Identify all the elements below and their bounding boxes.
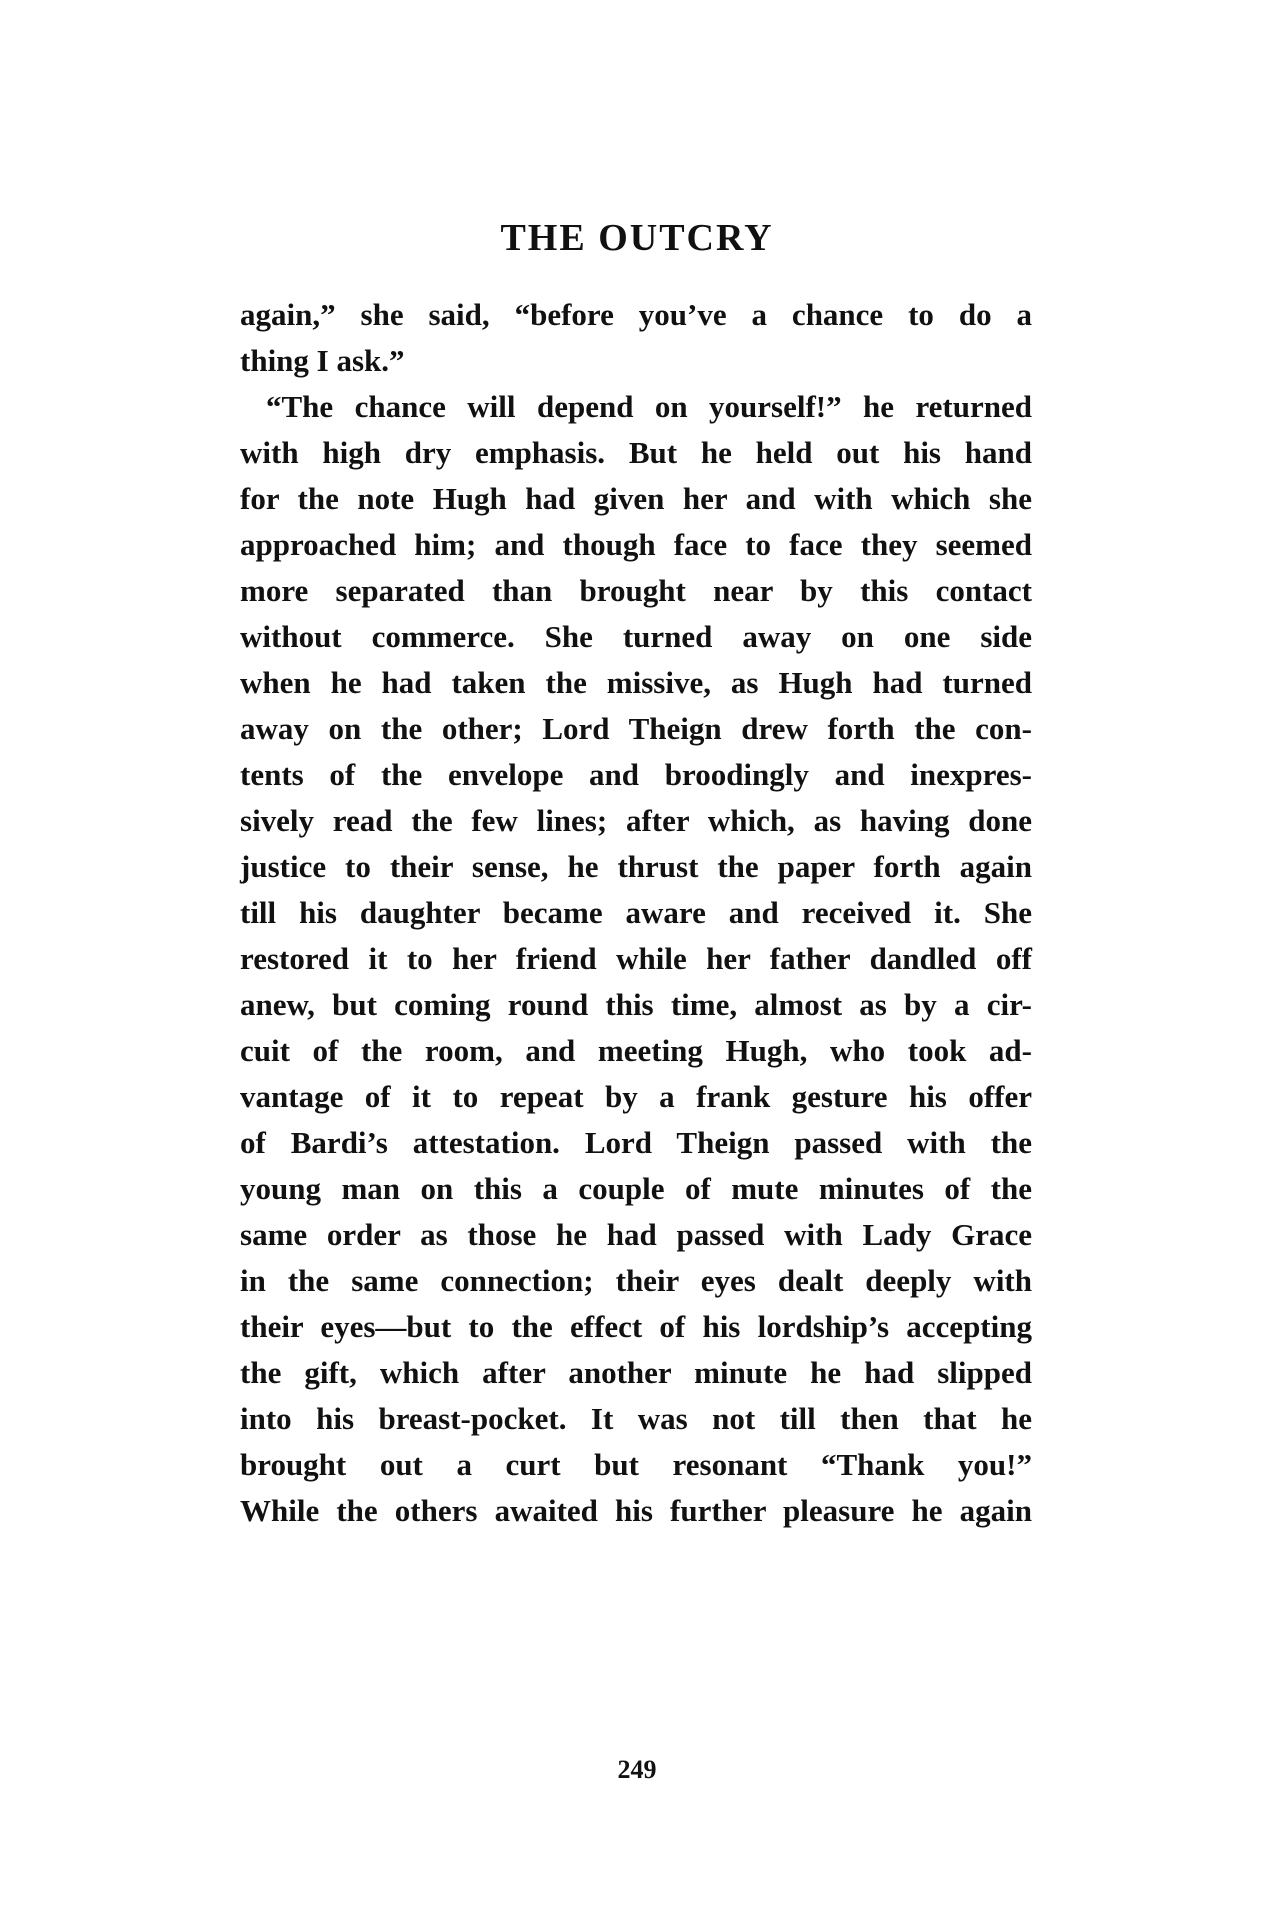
- text-line: restored it to her friend while her father dandled off: [240, 941, 1032, 976]
- body-text: [240, 292, 1032, 1534]
- text-line: into his breast-pocket. It was not till then that he: [240, 1401, 1032, 1436]
- text-line: in the same connection; their eyes dealt deeply with: [240, 1263, 1032, 1298]
- text-line: more separated than brought near by this contact: [240, 573, 1032, 608]
- text-line: till his daughter became aware and received it. She: [240, 895, 1032, 930]
- text-line: again,” she said, “before you’ve a chance to do a: [240, 297, 1032, 332]
- text-line: tents of the envelope and broodingly and inexpres-: [240, 757, 1032, 792]
- text-line: the gift, which after another minute he had slipped: [240, 1355, 1032, 1390]
- text-line: of Bardi’s attestation. Lord Theign passed with the: [240, 1125, 1032, 1160]
- text-line: same order as those he had passed with Lady Grace: [240, 1217, 1032, 1252]
- text-line: with high dry emphasis. But he held out his hand: [240, 435, 1032, 470]
- text-line: cuit of the room, and meeting Hugh, who took ad-: [240, 1033, 1032, 1068]
- text-line: justice to their sense, he thrust the paper forth again: [240, 849, 1032, 884]
- text-line: approached him; and though face to face they seemed: [240, 527, 1032, 562]
- text-line: vantage of it to repeat by a frank gesture his offer: [240, 1079, 1032, 1114]
- text-line: when he had taken the missive, as Hugh had turned: [240, 665, 1032, 700]
- running-head: THE OUTCRY: [500, 217, 774, 259]
- text-line: without commerce. She turned away on one side: [240, 619, 1032, 654]
- text-line: young man on this a couple of mute minutes of the: [240, 1171, 1032, 1206]
- text-line: While the others awaited his further pleasure he again: [240, 1493, 1032, 1528]
- text-line: anew, but coming round this time, almost as by a cir-: [240, 987, 1032, 1022]
- page-number: 249: [617, 1755, 657, 1784]
- text-line: “The chance will depend on yourself!” he returned: [266, 389, 1032, 424]
- text-line: brought out a curt but resonant “Thank you!”: [240, 1447, 1032, 1482]
- text-line: their eyes—but to the effect of his lordship’s accepting: [240, 1309, 1032, 1344]
- text-line: sively read the few lines; after which, as having done: [240, 803, 1032, 838]
- text-line: thing I ask.”: [240, 343, 405, 378]
- text-line: for the note Hugh had given her and with which she: [240, 481, 1032, 516]
- text-line: away on the other; Lord Theign drew forth the con-: [240, 711, 1032, 746]
